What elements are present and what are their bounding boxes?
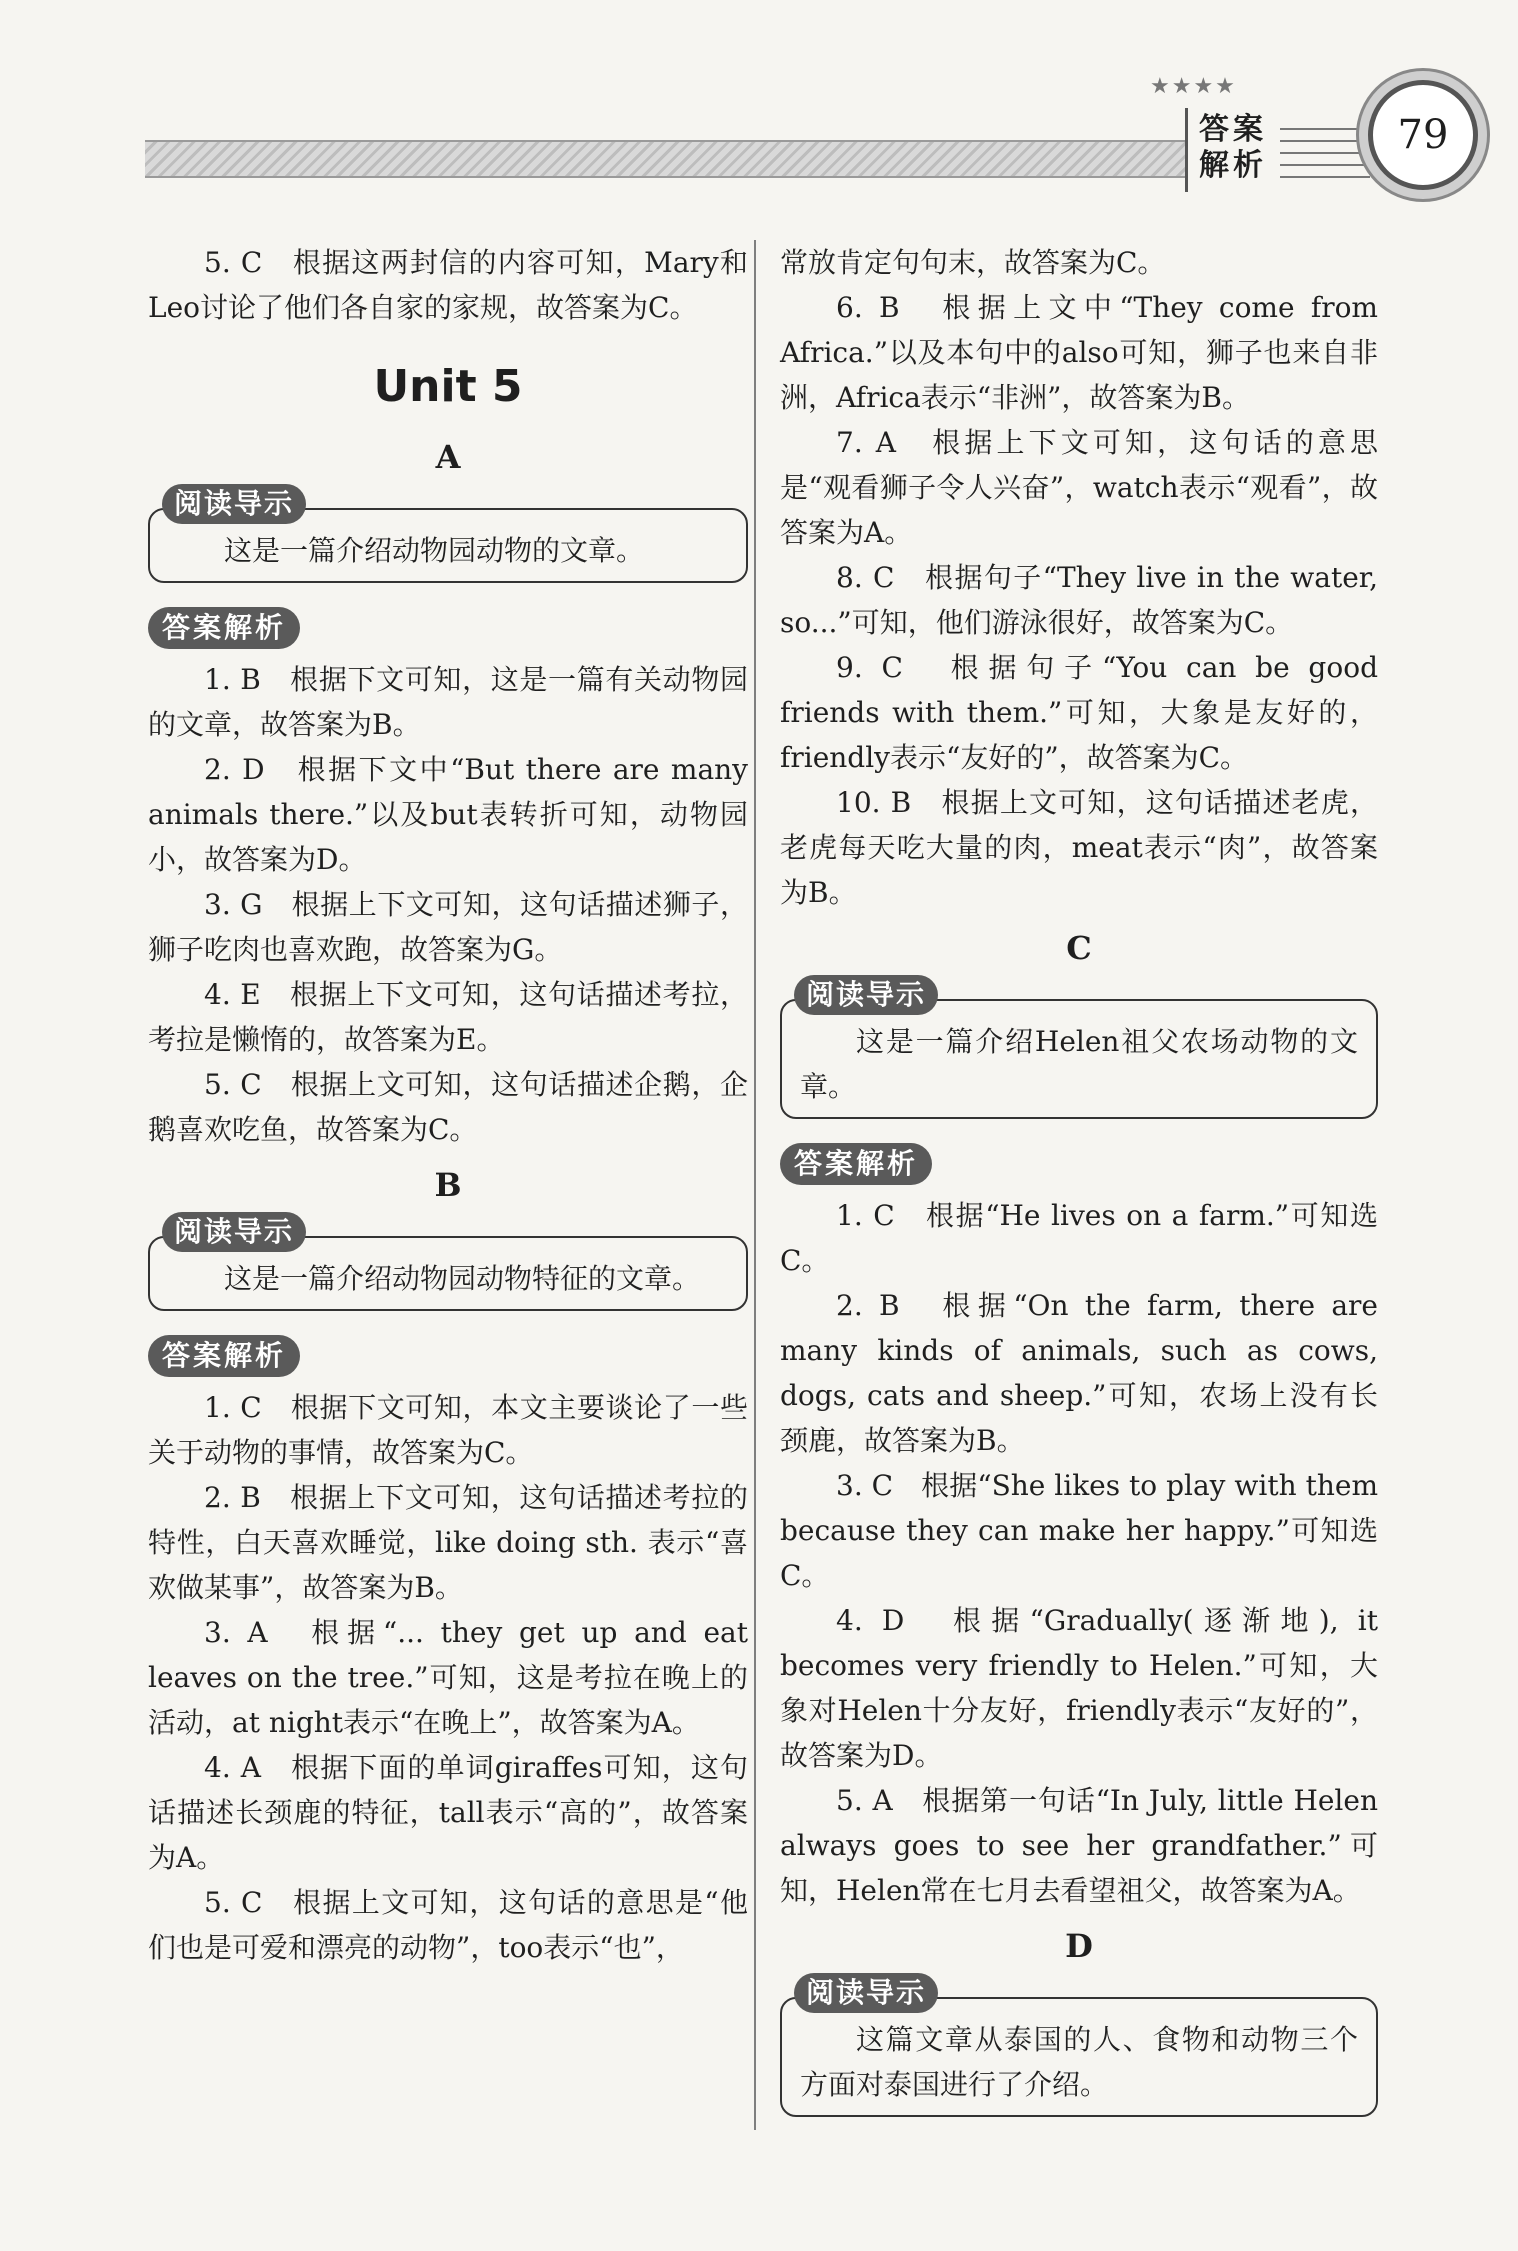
right-column — [780, 240, 1378, 2137]
reading-guide-box — [780, 978, 1378, 1119]
reading-guide-tag: 阅读导示 — [162, 1212, 306, 1252]
answer-item: 5. C 根据上文可知，这句话的意思是“他们也是可爱和漂亮的动物”，too表示“也”， — [148, 1886, 748, 1964]
reading-guide-text: 这是一篇介绍动物园动物的文章。 — [224, 534, 645, 567]
reading-guide-text: 这是一篇介绍Helen祖父农场动物的文章。 — [800, 1025, 1358, 1103]
reading-guide-text: 这篇文章从泰国的人、食物和动物三个方面对泰国进行了介绍。 — [800, 2023, 1358, 2101]
answer-item: 3. G 根据上下文可知，这句话描述狮子，狮子吃肉也喜欢跑，故答案为G。 — [148, 888, 748, 966]
unit-title: Unit 5 — [373, 361, 523, 412]
header-line-decoration — [1280, 118, 1370, 180]
answer-item: 3. C 根据“She likes to play with them because they can make her happy.”可知选C。 — [780, 1469, 1378, 1592]
answer-item: 5. C 根据这两封信的内容可知，Mary和Leo讨论了他们各自家的家规，故答案为C。 — [148, 246, 748, 324]
column-divider — [754, 240, 756, 2130]
answer-analysis-tag: 答案解析 — [148, 1335, 300, 1377]
reading-guide-box — [780, 1976, 1378, 2117]
answer-item: 1. C 根据下文可知，本文主要谈论了一些关于动物的事情，故答案为C。 — [148, 1391, 748, 1469]
reading-guide-tag: 阅读导示 — [794, 975, 938, 1015]
answer-item: 6. B 根据上文中“They come from Africa.”以及本句中的also可知，狮子也来自非洲，Africa表示“非洲”，故答案为B。 — [780, 291, 1378, 414]
answer-item: 7. A 根据上下文可知，这句话的意思是“观看狮子令人兴奋”，watch表示“观看”，故答案为A。 — [780, 426, 1378, 549]
section-letter-c: C — [1066, 929, 1092, 967]
answer-item: 4. E 根据上下文可知，这句话描述考拉，考拉是懒惰的，故答案为E。 — [148, 978, 748, 1056]
header-label-line2: 解析 — [1199, 148, 1267, 183]
answer-analysis-tag: 答案解析 — [780, 1143, 932, 1185]
reading-guide-tag: 阅读导示 — [794, 1973, 938, 2013]
answer-item: 2. B 根据“On the farm, there are many kinds of animals, such as cows, dogs, cats and sheep.”可知，农场上没有长颈鹿，故答案为B。 — [780, 1289, 1378, 1457]
answer-item: 9. C 根据句子“You can be good friends with them.”可知，大象是友好的，friendly表示“友好的”，故答案为C。 — [780, 651, 1378, 774]
section-letter-d: D — [1065, 1927, 1093, 1965]
reading-guide-box — [148, 1215, 748, 1311]
answer-analysis-tag: 答案解析 — [148, 607, 300, 649]
answer-item: 2. B 根据上下文可知，这句话描述考拉的特性，白天喜欢睡觉，like doing sth. 表示“喜欢做某事”，故答案为B。 — [148, 1481, 748, 1604]
page-number: 79 — [1368, 80, 1478, 190]
answer-item: 2. D 根据下文中“But there are many animals there.”以及but表转折可知，动物园小，故答案为D。 — [148, 753, 748, 876]
page-header — [0, 0, 1518, 240]
answer-item: 5. A 根据第一句话“In July, little Helen always goes to see her grandfather.”可知，Helen常在七月去看望祖父，故答案为A。 — [780, 1784, 1378, 1907]
section-letter-a: A — [435, 438, 461, 476]
answer-item: 1. C 根据“He lives on a farm.”可知选C。 — [780, 1199, 1378, 1277]
answer-item: 8. C 根据句子“They live in the water, so...”可知，他们游泳很好，故答案为C。 — [780, 561, 1378, 639]
stars-decoration: ★★★★ — [1150, 74, 1237, 99]
reading-guide-text: 这是一篇介绍动物园动物特征的文章。 — [224, 1262, 701, 1295]
left-column — [148, 240, 748, 1970]
answer-item: 4. A 根据下面的单词giraffes可知，这句话描述长颈鹿的特征，tall表示“高的”，故答案为A。 — [148, 1751, 748, 1874]
reading-guide-box — [148, 487, 748, 583]
header-decorative-band — [145, 140, 1265, 178]
answer-item: 4. D 根据“Gradually(逐渐地), it becomes very friendly to Helen.”可知，大象对Helen十分友好，friendly表示“友好的”，故答案为D。 — [780, 1604, 1378, 1772]
answer-item: 3. A 根据“... they get up and eat leaves on the tree.”可知，这是考拉在晚上的活动，at night表示“在晚上”，故答案为A。 — [148, 1616, 748, 1739]
reading-guide-tag: 阅读导示 — [162, 484, 306, 524]
section-letter-b: B — [434, 1166, 462, 1204]
answer-item: 5. C 根据上文可知，这句话描述企鹅，企鹅喜欢吃鱼，故答案为C。 — [148, 1068, 748, 1146]
header-label-line1: 答案 — [1199, 112, 1267, 147]
answer-item: 常放肯定句句末，故答案为C。 — [780, 246, 1166, 279]
answer-item: 1. B 根据下文可知，这是一篇有关动物园的文章，故答案为B。 — [148, 663, 748, 741]
answer-item: 10. B 根据上文可知，这句话描述老虎，老虎每天吃大量的肉，meat表示“肉”，故答案为B。 — [780, 786, 1378, 909]
header-section-label — [1185, 108, 1278, 192]
